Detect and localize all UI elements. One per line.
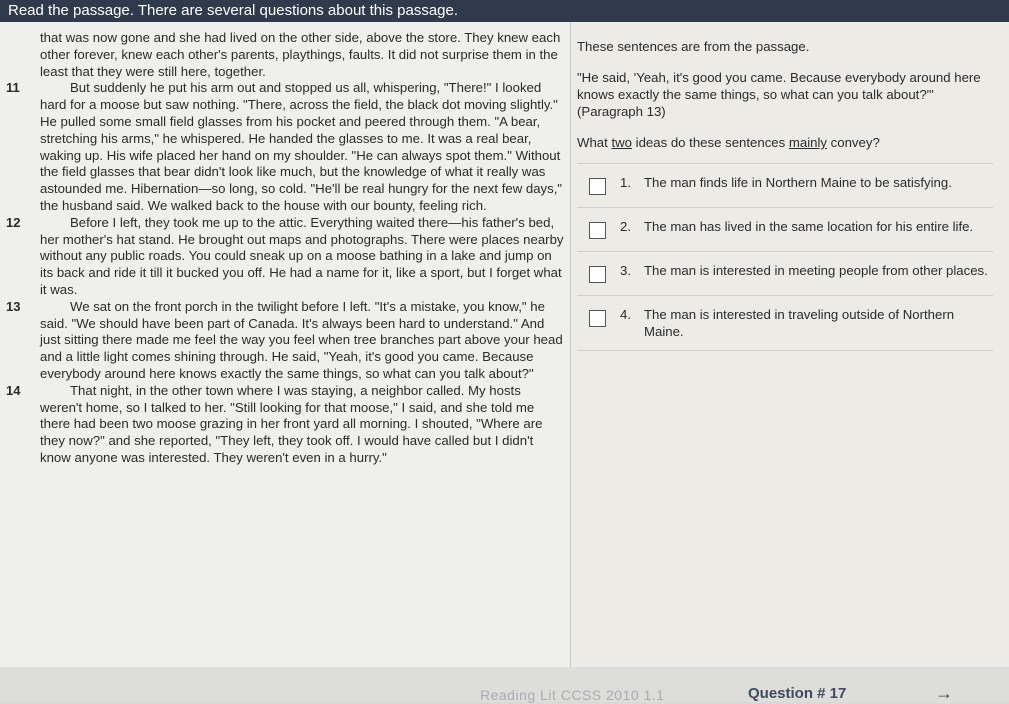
option-text: The man finds life in Northern Maine to be satisfying. [644, 175, 952, 190]
paragraph-14 [6, 383, 564, 467]
answer-option-4[interactable] [577, 296, 993, 351]
paragraph-number: 13 [6, 298, 21, 314]
question-intro: These sentences are from the passage. [577, 39, 810, 54]
paragraph-text: We sat on the front porch in the twilight before I left. "It's a mistake, you know," he said. "We should have been part of Canada. It's always been hard to understand." And just sitting there made me feel the way you feel when tree branches part above your head and a little light comes shining through. He said, "Yeah, it's good you came. Because everybody around here knows exactly the same things, so what can you talk about?" [40, 298, 563, 381]
question-panel [570, 22, 1009, 667]
option-number: 4. [620, 307, 631, 322]
answer-option-3[interactable] [577, 252, 993, 296]
prompt-emphasis-two: two [611, 135, 632, 150]
checkbox[interactable] [589, 178, 606, 195]
checkbox[interactable] [589, 222, 606, 239]
question-prompt [577, 134, 993, 151]
prompt-middle: ideas do these sentences [631, 135, 789, 150]
option-number: 2. [620, 219, 631, 234]
next-arrow-icon[interactable]: → [935, 683, 953, 703]
paragraph-number: 11 [6, 80, 20, 96]
paragraph-text: That night, in the other town where I was staying, a neighbor called. My hosts weren't home, so I talked to her. "Still looking for that moose," I said, and she told me there had been two moose grazing in her front yard all morning. I shouted, "Where are they now?" and she reported, "They left, they took off. I would have called but I didn't know anyone was interested. They weren't even in a hurry." [40, 382, 543, 465]
paragraph-11 [6, 80, 564, 214]
option-number: 1. [620, 175, 631, 190]
standard-label: Reading Lit CCSS 2010 1.1 [480, 687, 665, 703]
paragraph-text: Before I left, they took me up to the attic. Everything waited there—his father's bed, her mother's hat stand. He brought out maps and photographs. There were places nearby without any public roads. You could sneak up on a moose bathing in a lake and jump on its back and ride it till it bucked you off. He had a name for it, like a sport, but I forget what it was. [40, 214, 564, 297]
paragraph-number: 12 [6, 214, 21, 230]
option-text: The man has lived in the same location for his entire life. [644, 219, 974, 234]
answer-option-1[interactable] [577, 164, 993, 208]
checkbox[interactable] [589, 310, 606, 327]
checkbox[interactable] [589, 266, 606, 283]
paragraph-number: 14 [6, 382, 21, 398]
answer-option-2[interactable] [577, 208, 993, 252]
question-quote: "He said, 'Yeah, it's good you came. Because everybody around here knows exactly the same things, so what can you talk about?'" (Paragraph 13) [577, 70, 981, 119]
footer-bar [0, 667, 1009, 702]
paragraph-text: But suddenly he put his arm out and stopped us all, whispering, "There!" I looked hard for a moose but saw nothing. "There, across the field, the black dot moving slightly." He pulled some small field glasses from his pocket and peered through them. "A bear, stretching his arms," he whispered. He handed the glasses to me. It was a real bear, waking up. His wife placed her hand on my shoulder. "He can always spot them." Without the field glasses that bear didn't look like much, but the knowledge of what it really was astounded me. Hibernation—so long, so cold. "He'll be real hungry for the next few days," the husband said. We walked back to the house with our bounty, feeling rich. [40, 80, 563, 213]
question-number-label: Question # 17 [748, 685, 847, 702]
option-text: The man is interested in meeting people from other places. [644, 263, 988, 278]
prompt-emphasis-mainly: mainly [788, 135, 827, 150]
prompt-start: What [577, 135, 612, 150]
paragraph-13 [6, 299, 564, 383]
paragraph-12 [6, 215, 564, 299]
prompt-end: convey? [827, 135, 880, 150]
passage-lead-text: that was now gone and she had lived on the other side, above the store. They knew each other forever, knew each other's parents, playthings, faults. It did not surprise them in the least that they were still here, together. [40, 30, 561, 79]
instructions-title: Read the passage. There are several questions about this passage. [8, 2, 459, 19]
instructions-header [0, 0, 1009, 22]
option-number: 3. [620, 263, 631, 278]
answer-options [577, 163, 993, 351]
option-text: The man is interested in traveling outside of Northern Maine. [644, 307, 955, 339]
passage-panel[interactable] [0, 22, 570, 667]
